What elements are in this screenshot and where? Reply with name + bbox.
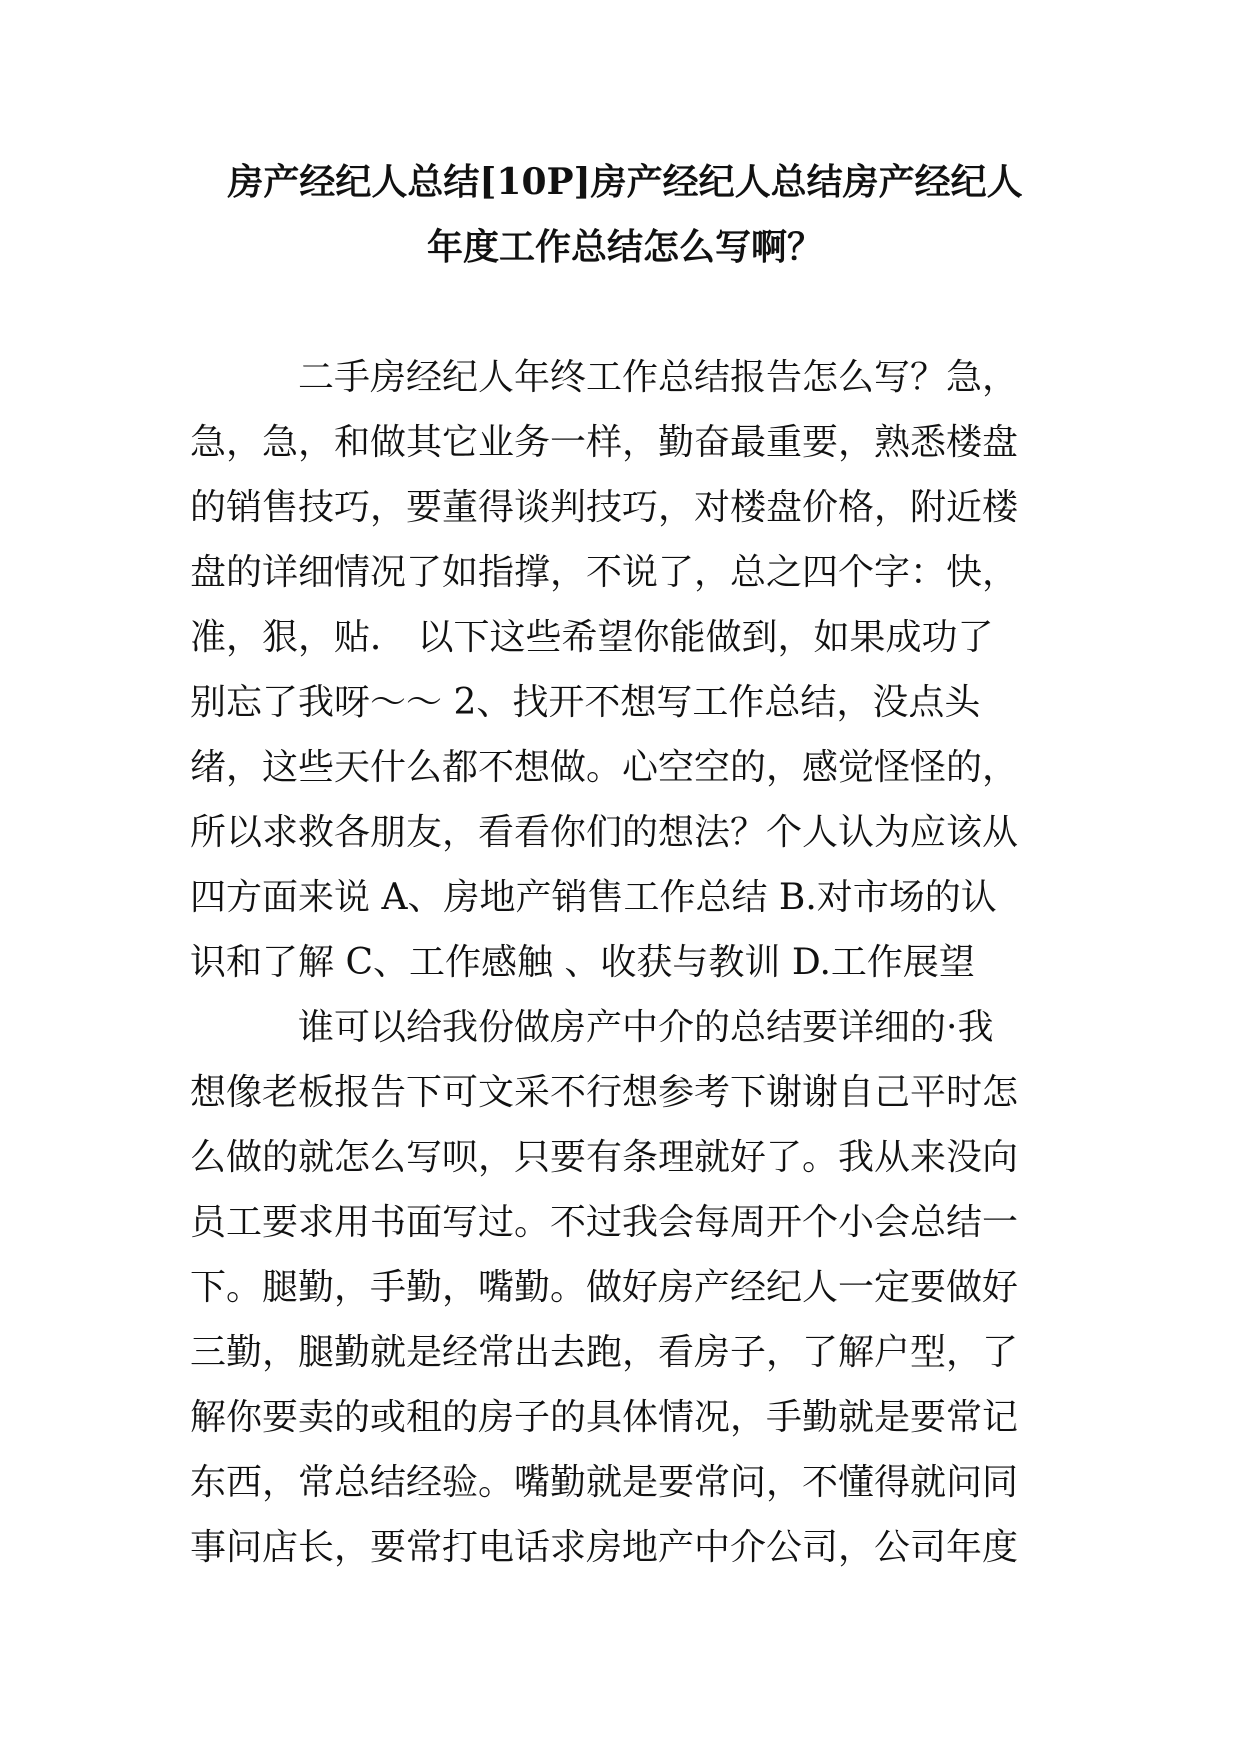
text-line: 解你要卖的或租的房子的具体情况，手勤就是要常记 — [190, 1397, 1019, 1438]
paragraph-1 — [190, 345, 1050, 995]
title-line: 年度工作总结怎么写啊？ — [426, 226, 823, 268]
text-line: 事问店长，要常打电话求房地产中介公司，公司年度 — [190, 1527, 1019, 1568]
text-line: 想像老板报告下可文采不行想参考下谢谢自己平时怎 — [190, 1072, 1019, 1113]
text-line: 二手房经纪人年终工作总结报告怎么写？急， — [298, 357, 1019, 398]
text-line: 的销售技巧，要董得谈判技巧，对楼盘价格，附近楼 — [190, 487, 1019, 528]
text-line: 下。腿勤，手勤，嘴勤。做好房产经纪人一定要做好 — [190, 1267, 1019, 1308]
text-line: 准，狠，贴． 以下这些希望你能做到，如果成功了 — [190, 617, 994, 658]
document-title — [190, 150, 1060, 280]
text-line: 东西，常总结经验。嘴勤就是要常问，不懂得就问同 — [190, 1462, 1019, 1503]
text-line: 绪，这些天什么都不想做。心空空的，感觉怪怪的， — [190, 747, 1019, 788]
paragraph-2 — [190, 995, 1050, 1580]
text-line: 四方面来说 A、房地产销售工作总结 B.对市场的认 — [190, 877, 997, 918]
text-line: 所以求救各朋友，看看你们的想法？个人认为应该从 — [190, 812, 1019, 853]
text-line: 么做的就怎么写呗，只要有条理就好了。我从来没向 — [190, 1137, 1019, 1178]
text-line: 三勤，腿勤就是经常出去跑，看房子，了解户型，了 — [190, 1332, 1019, 1373]
text-line: 识和了解 C、工作感触 、收获与教训 D.工作展望 — [190, 942, 975, 983]
text-line: 别忘了我呀～～ 2、找开不想写工作总结，没点头 — [190, 682, 981, 723]
title-line: 房产经纪人总结[10P]房产经纪人总结房产经纪人 — [227, 161, 1023, 203]
text-line: 盘的详细情况了如指撑，不说了，总之四个字：快， — [190, 552, 1019, 593]
text-line: 员工要求用书面写过。不过我会每周开个小会总结一 — [190, 1202, 1019, 1243]
text-line: 谁可以给我份做房产中介的总结要详细的·我 — [298, 1007, 994, 1048]
document-body — [190, 345, 1050, 1580]
text-line: 急，急，和做其它业务一样，勤奋最重要，熟悉楼盘 — [190, 422, 1019, 463]
